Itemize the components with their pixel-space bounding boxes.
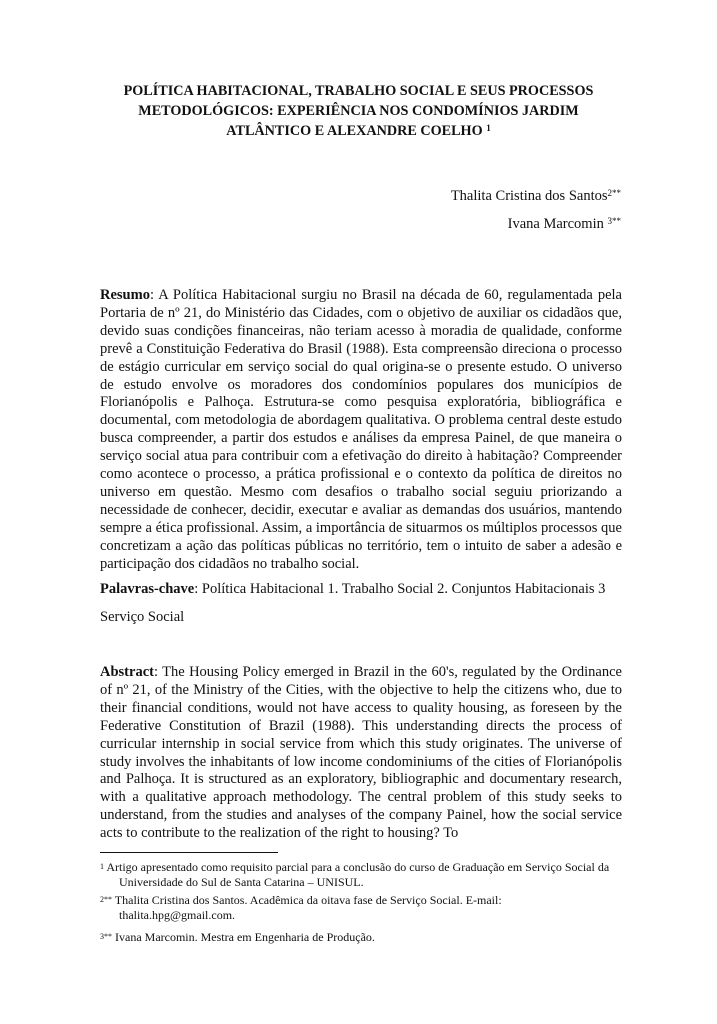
resumo-text: : A Política Habitacional surgiu no Brasil na década de 60, regulamentada pela Portaria de nº 21, do Ministério das Cidades, com o objetivo de auxiliar os cidadãos que, devido suas condições financeiras, não teriam acesso à moradia de qualidade, conforme prevê a Constituição Federativa do Brasil (1988). Esta compreensão direciona o processo de estágio curricular em serviço social do qual origina-se o presente estudo. O universo de estudo envolve os moradores dos condomínios populares dos municípios de Florianópolis e Palhoça. Estrutura-se como pesquisa exploratória, bibliográfica e documental, com metodologia de abordagem qualitativa. O problema central deste estudo busca compreender, a partir dos estudos e análises da empresa Painel, de que maneira o serviço social atua para contribuir com a efetivação do direito à habitação? Compreender como acontece o processo, a prática profissional e o contexto da política de direitos no universo em questão. Mesmo com desafios o trabalho social seguiu priorizando a necessidade de conhecer, decidir, executar e avaliar as demandas dos usuários, mantendo sempre a ética profissional. Assim, a importância de situarmos os múltiplos processos que concretizam a ação das políticas públicas no território, tem o intuito de saber a adesão e participação dos cidadãos no trabalho social.	[100, 287, 622, 572]
author-2	[508, 215, 621, 233]
keywords-text: : Política Habitacional 1. Trabalho Social 2. Conjuntos Habitacionais 3 Serviço Social	[100, 581, 606, 625]
footnote-2-line-2: thalita.hpg@gmail.com.	[119, 908, 236, 922]
footnote-2	[100, 893, 625, 923]
title-line-3: ATLÂNTICO E ALEXANDRE COELHO $^1$	[226, 123, 491, 139]
title-footnote-mark: 1	[486, 123, 491, 133]
abstract-paragraph	[100, 664, 622, 843]
footnote-separator	[100, 852, 278, 853]
author-2-name: Ivana Marcomin	[507, 216, 604, 232]
footnote-1-mark: 1	[100, 862, 104, 871]
footnote-3-mark: 3**	[100, 932, 112, 941]
abstract-text: : The Housing Policy emerged in Brazil in the 60's, regulated by the Ordinance of nº 21, of the Ministry of the Cities, with the objective to help the citizens who, due to their financial conditions, would not have access to quality housing, as foreseen by the Federative Constitution of Brazil (1988). This understanding directs the process of curricular internship in social service from which this study originates. The universe of study involves the inhabitants of low income condominiums of the cities of Florianópolis and Palhoça. It is structured as an exploratory, bibliographic and documentary research, with a qualitative approach methodology. The central problem of this study seeks to understand, from the studies and analyses of the company Painel, how the social service acts to contribute to the realization of the right to housing? To	[100, 664, 622, 842]
keywords-label: Palavras-chave	[100, 581, 195, 597]
title-line-1: POLÍTICA HABITACIONAL, TRABALHO SOCIAL E SEUS PROCESSOS	[123, 83, 594, 99]
author-1-mark: 2**	[607, 188, 621, 198]
footnote-3-line-1: Ivana Marcomin. Mestra em Engenharia de Produção.	[115, 930, 375, 944]
footnote-2-mark: 2**	[100, 895, 112, 904]
footnote-2-line-1: Thalita Cristina dos Santos. Acadêmica da oitava fase de Serviço Social. E-mail:	[114, 893, 502, 907]
footnote-1	[100, 860, 625, 890]
author-1	[451, 187, 621, 205]
author-1-name: Thalita Cristina dos Santos	[450, 188, 608, 204]
footnote-1-line-1: Artigo apresentado como requisito parcial para a conclusão do curso de Graduação em Serviço Social da	[106, 860, 610, 874]
abstract-label: Abstract	[100, 664, 154, 680]
title-line-2: METODOLÓGICOS: EXPERIÊNCIA NOS CONDOMÍNIOS JARDIM	[138, 103, 579, 119]
resumo-label: Resumo	[100, 287, 150, 303]
paper-title	[95, 81, 622, 141]
footnote-1-line-2: Universidade do Sul de Santa Catarina – UNISUL.	[119, 875, 364, 889]
footnote-3	[100, 930, 625, 945]
resumo-paragraph	[100, 287, 622, 574]
author-2-mark: 3**	[607, 216, 621, 226]
keywords-paragraph	[100, 575, 625, 631]
